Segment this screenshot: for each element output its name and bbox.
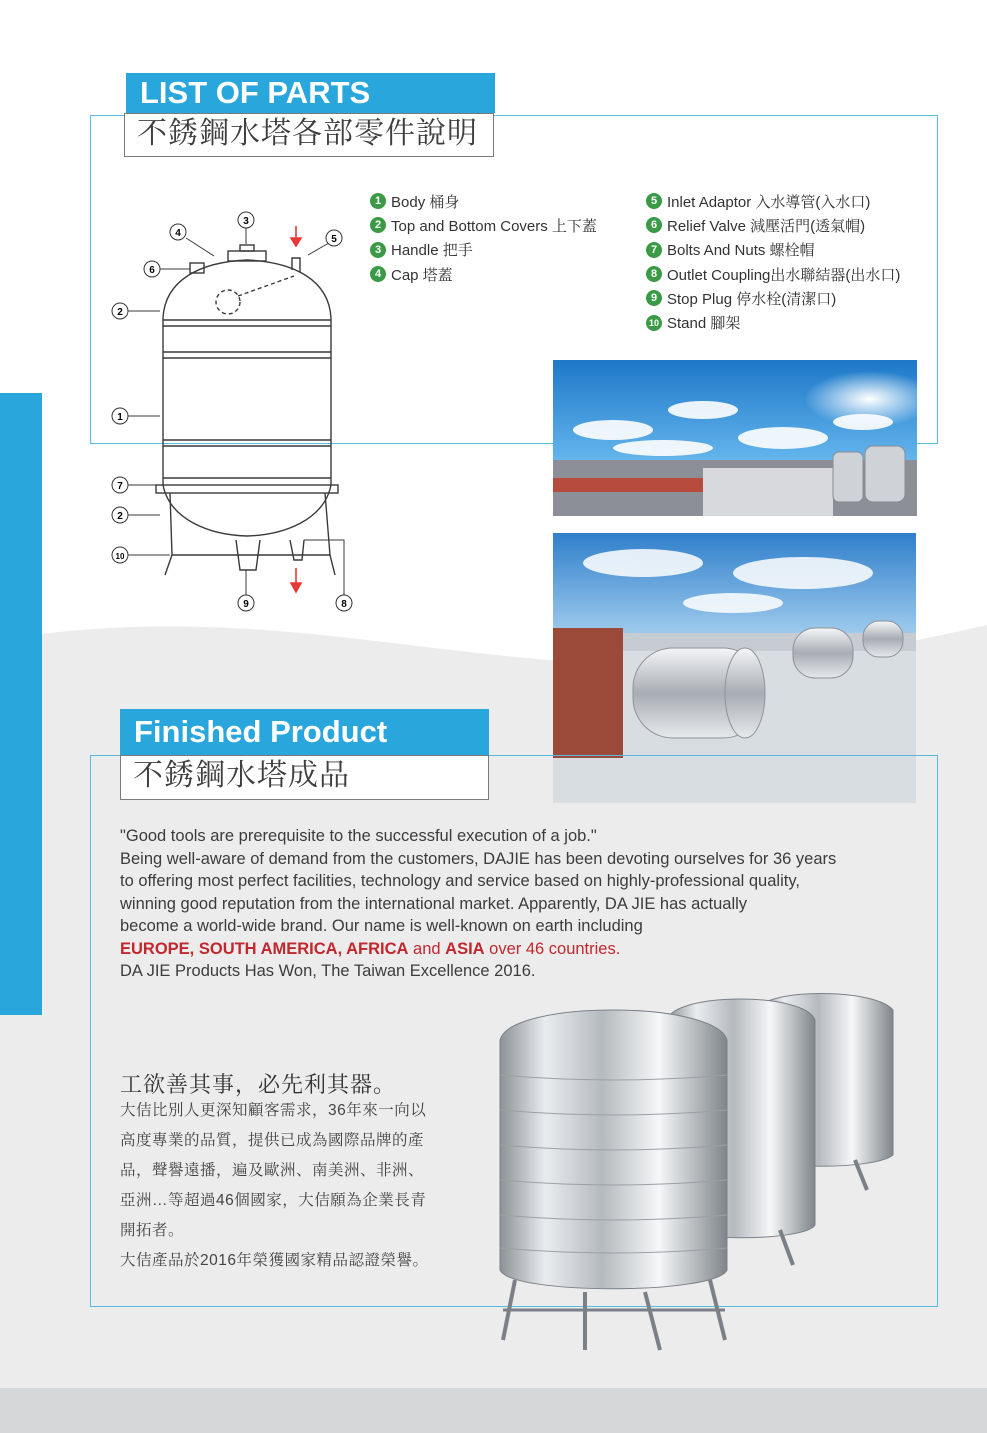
zh-heading: 工欲善其事，必先利其器。 bbox=[120, 1072, 397, 1097]
number-badge: 7 bbox=[646, 242, 662, 258]
svg-text:2: 2 bbox=[117, 511, 123, 522]
parts-title-en: LIST OF PARTS bbox=[126, 73, 495, 113]
countries-text: over 46 countries. bbox=[484, 939, 621, 958]
number-badge: 8 bbox=[646, 266, 662, 282]
parts-list-right bbox=[646, 189, 900, 335]
paragraph-line: to offering most perfect facilities, technology and service based on highly-professional quality, bbox=[120, 872, 800, 890]
parts-list-item bbox=[646, 262, 900, 286]
svg-text:8: 8 bbox=[341, 599, 347, 610]
finished-description bbox=[120, 825, 920, 983]
zh-description bbox=[120, 1096, 480, 1276]
part-label: Body 桶身 bbox=[391, 193, 460, 211]
regions-highlight: EUROPE, SOUTH AMERICA, AFRICA bbox=[120, 939, 409, 958]
part-label: Outlet Coupling出水聯結器(出水口) bbox=[667, 266, 901, 284]
parts-list-item bbox=[370, 262, 597, 286]
tank-parts-diagram bbox=[100, 200, 370, 620]
number-badge: 6 bbox=[646, 217, 662, 233]
svg-text:2: 2 bbox=[117, 307, 123, 318]
zh-line: 大佶比別人更深知顧客需求，36年來一向以 bbox=[120, 1102, 427, 1119]
number-badge: 3 bbox=[370, 242, 386, 258]
parts-list-item bbox=[646, 310, 900, 334]
svg-text:5: 5 bbox=[331, 234, 337, 245]
parts-list-item bbox=[370, 189, 597, 213]
finished-title-zh: 不銹鋼水塔成品 bbox=[120, 755, 489, 800]
parts-list-item bbox=[370, 238, 597, 262]
asia-highlight: ASIA bbox=[445, 939, 485, 958]
rooftop-tanks-photo bbox=[553, 360, 917, 516]
stainless-tanks-image bbox=[495, 980, 895, 1360]
part-label: Stop Plug 停水栓(清潔口) bbox=[667, 290, 837, 308]
part-label: Relief Valve 減壓活門(透氣帽) bbox=[667, 217, 866, 235]
zh-line: 高度專業的品質，提供已成為國際品牌的產 bbox=[120, 1132, 425, 1149]
number-badge: 5 bbox=[646, 193, 662, 209]
part-label: Stand 腳架 bbox=[667, 315, 741, 333]
paragraph-line: winning good reputation from the international market. Apparently, DA JIE has actually bbox=[120, 894, 748, 913]
regions-line bbox=[120, 938, 920, 961]
paragraph-line: become a world-wide brand. Our name is well-known on earth including bbox=[120, 917, 643, 935]
number-badge: 10 bbox=[646, 315, 662, 331]
parts-list-item bbox=[646, 213, 900, 237]
award-line: DA JIE Products Has Won, The Taiwan Excellence 2016. bbox=[120, 962, 536, 980]
part-label: Top and Bottom Covers 上下蓋 bbox=[391, 217, 597, 235]
bottom-band bbox=[0, 1388, 987, 1433]
part-label: Inlet Adaptor 入水導管(入水口) bbox=[667, 193, 871, 211]
finished-title-en: Finished Product bbox=[120, 709, 489, 755]
quote: "Good tools are prerequisite to the successful execution of a job." bbox=[120, 827, 597, 845]
svg-text:1: 1 bbox=[117, 412, 123, 423]
part-label: Bolts And Nuts 螺栓帽 bbox=[667, 242, 815, 260]
part-label: Cap 塔蓋 bbox=[391, 266, 453, 284]
number-badge: 9 bbox=[646, 290, 662, 306]
parts-list-item bbox=[646, 286, 900, 310]
number-badge: 4 bbox=[370, 266, 386, 282]
zh-line: 大佶產品於2016年榮獲國家精品認證榮譽。 bbox=[120, 1252, 429, 1269]
part-label: Handle 把手 bbox=[391, 242, 473, 260]
and-word: and bbox=[408, 939, 446, 958]
parts-list-left bbox=[370, 189, 597, 286]
svg-text:4: 4 bbox=[175, 228, 181, 239]
parts-list-item bbox=[646, 238, 900, 262]
svg-text:10: 10 bbox=[115, 552, 125, 561]
parts-list-item bbox=[646, 189, 900, 213]
zh-line: 亞洲…等超過46個國家，大佶願為企業長青 bbox=[120, 1192, 427, 1209]
number-badge: 2 bbox=[370, 217, 386, 233]
paragraph-line: Being well-aware of demand from the customers, DAJIE has been devoting ourselves for 36 years bbox=[120, 849, 837, 868]
parts-title-zh: 不銹鋼水塔各部零件說明 bbox=[124, 113, 494, 157]
number-badge: 1 bbox=[370, 193, 386, 209]
zh-line: 開拓者。 bbox=[120, 1222, 185, 1239]
svg-text:6: 6 bbox=[149, 265, 155, 276]
zh-line: 品，聲譽遠播，遍及歐洲、南美洲、非洲、 bbox=[120, 1162, 425, 1179]
svg-text:7: 7 bbox=[117, 481, 123, 492]
svg-text:3: 3 bbox=[243, 216, 249, 227]
side-accent-bar bbox=[0, 393, 42, 1015]
parts-list-item bbox=[370, 213, 597, 237]
svg-text:9: 9 bbox=[243, 599, 249, 610]
